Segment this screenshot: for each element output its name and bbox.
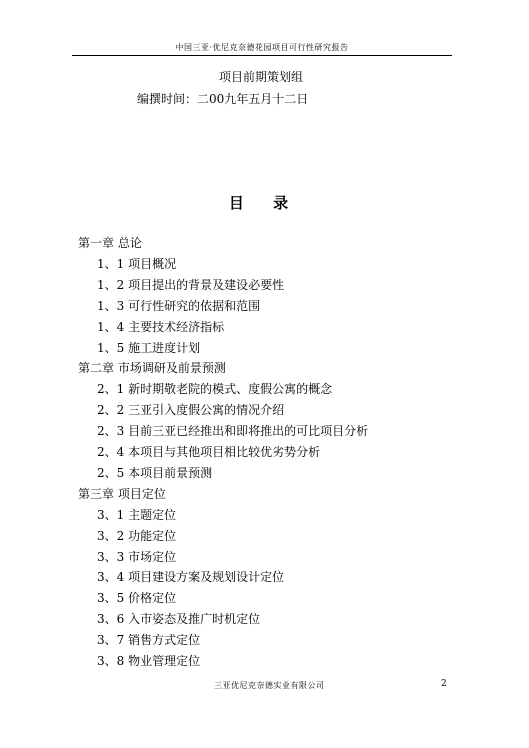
toc-section: 1、3 可行性研究的依据和范围 — [97, 299, 261, 313]
toc-section: 2、5 本项目前景预测 — [97, 466, 213, 480]
toc-section: 2、4 本项目与其他项目相比较优劣势分析 — [97, 445, 321, 459]
toc-section: 1、2 项目提出的背景及建设必要性 — [97, 278, 285, 292]
toc-section: 3、1 主题定位 — [97, 508, 177, 522]
toc-section: 2、2 三亚引入度假公寓的情况介绍 — [97, 403, 285, 417]
toc-section: 1、1 项目概况 — [97, 257, 177, 271]
planning-group: 项目前期策划组 — [219, 70, 304, 84]
toc-chapter: 第二章 市场调研及前景预测 — [78, 361, 226, 375]
toc-section: 3、8 物业管理定位 — [97, 654, 201, 668]
toc-title: 目 录 — [228, 194, 301, 212]
toc-section: 3、5 价格定位 — [97, 591, 177, 605]
toc-section: 3、4 项目建设方案及规划设计定位 — [97, 570, 285, 584]
toc-section: 2、1 新时期敬老院的模式、度假公寓的概念 — [97, 382, 333, 396]
toc-section: 2、3 目前三亚已经推出和即将推出的可比项目分析 — [97, 424, 369, 438]
toc-section: 3、2 功能定位 — [97, 529, 177, 543]
toc-section: 3、3 市场定位 — [97, 550, 177, 564]
company-footer: 三亚优尼克奈德实业有限公司 — [214, 681, 325, 690]
toc-section: 3、6 入市姿态及推广时机定位 — [97, 612, 261, 626]
toc-section: 1、4 主要技术经济指标 — [97, 320, 225, 334]
toc-chapter: 第一章 总论 — [78, 236, 142, 250]
running-header: 中国三亚·优尼克奈德花园项目可行性研究报告 — [175, 43, 349, 52]
toc-chapter: 第三章 项目定位 — [78, 487, 166, 501]
toc-section: 1、5 施工进度计划 — [97, 341, 201, 355]
compile-date: 编撰时间：二00九年五月十二日 — [137, 92, 309, 106]
toc-section: 3、7 销售方式定位 — [97, 633, 201, 647]
page-number: 2 — [441, 679, 447, 689]
header-rule — [72, 55, 452, 56]
